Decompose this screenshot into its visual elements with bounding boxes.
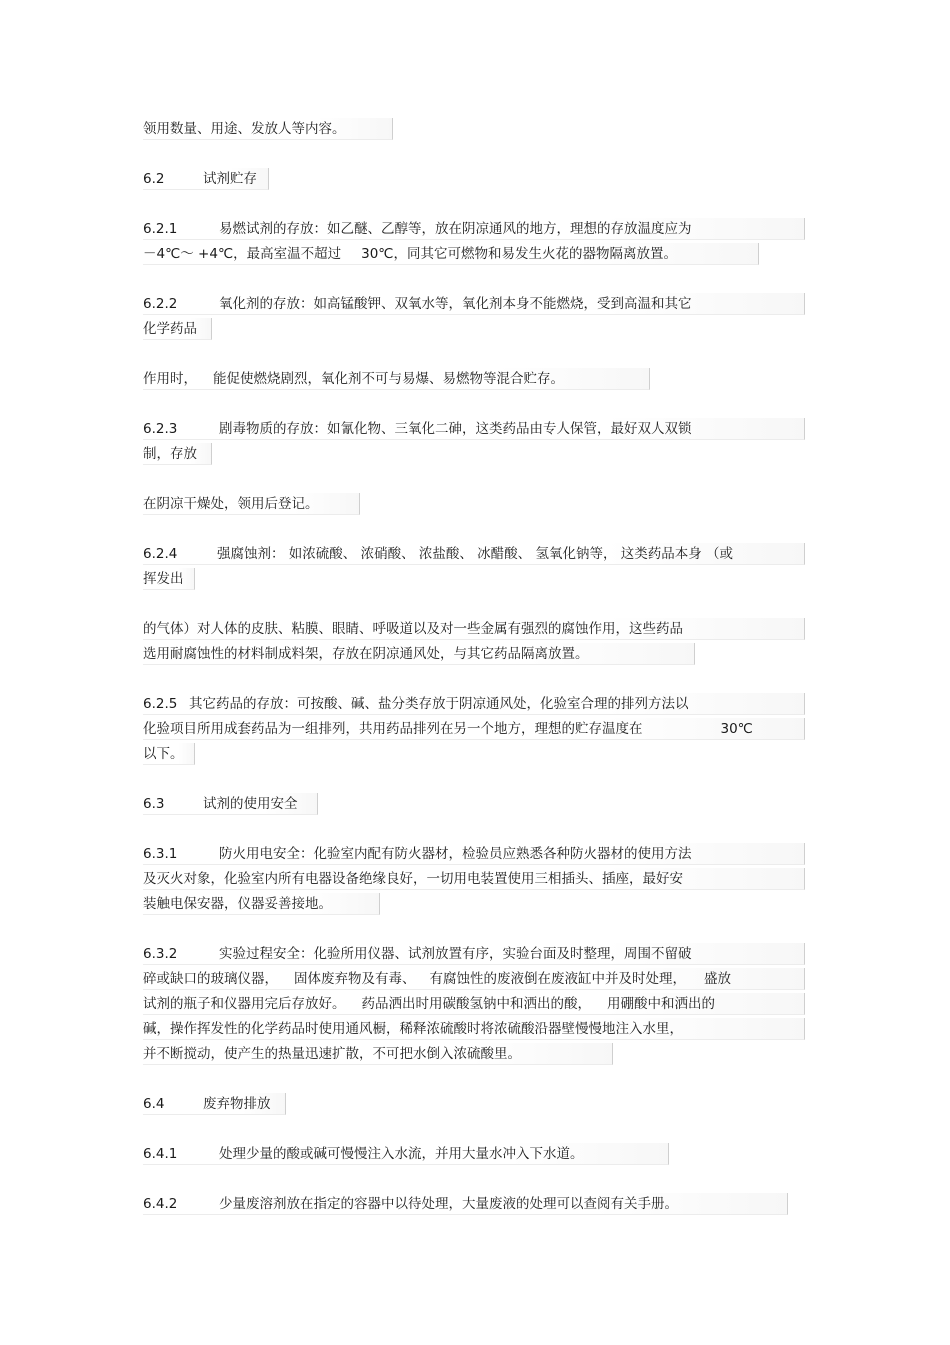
section-heading [143, 793, 318, 815]
line-text: 的气体）对人体的皮肤、粘膜、眼睛、呼吸道以及对一些金属有强烈的腐蚀作用，这些药品 [143, 621, 683, 637]
section-title: 试剂的使用安全 [203, 796, 298, 812]
text-line [143, 968, 805, 990]
line-text: 在阴凉干燥处，领用后登记。 [143, 496, 319, 512]
line-text: 其它药品的存放：可按酸、碱、盐分类存放于阴凉通风处，化验室合理的排列方法以 [189, 696, 689, 712]
line-text-tail: 能促使燃烧剧烈，氧化剂不可与易爆、易燃物等混合贮存。 [213, 371, 564, 387]
line-text: －4℃～ +4℃，最高室温不超过 [143, 246, 342, 262]
text-line [143, 243, 759, 265]
section-number: 6.2 [143, 171, 165, 187]
clause-number: 6.3.1 [143, 846, 178, 862]
text-line [143, 943, 805, 965]
line-text-tail: 有腐蚀性的废液倒在废液缸中并及时处理， [429, 971, 686, 987]
clause-number: 6.2.1 [143, 221, 178, 237]
text-line [143, 868, 805, 890]
line-text-tail: 用硼酸中和洒出的 [607, 996, 715, 1012]
line-text-tail: 药品洒出时用碳酸氢钠中和洒出的酸， [361, 996, 591, 1012]
section-number: 6.4 [143, 1096, 165, 1112]
clause-number: 6.2.2 [143, 296, 178, 312]
line-text: 防火用电安全：化验室内配有防火器材，检验员应熟悉各种防火器材的使用方法 [219, 846, 692, 862]
line-text: 化验项目所用成套药品为一组排列，共用药品排列在另一个地方，理想的贮存温度在 [143, 721, 643, 737]
line-text: 领用数量、用途、发放人等内容。 [143, 121, 346, 137]
clause-number: 6.4.1 [143, 1146, 178, 1162]
line-text: 少量废溶剂放在指定的容器中以待处理，大量废液的处理可以查阅有关手册。 [219, 1196, 678, 1212]
line-text: 氧化剂的存放：如高锰酸钾、双氧水等，氧化剂本身不能燃烧，受到高温和其它 [219, 296, 692, 312]
line-text: 剧毒物质的存放：如氰化物、三氧化二砷，这类药品由专人保管，最好双人双锁 [219, 421, 692, 437]
section-title: 废弃物排放 [203, 1096, 271, 1112]
line-text: 制，存放 [143, 446, 197, 462]
text-line [143, 893, 380, 915]
text-line [143, 443, 212, 465]
text-line [143, 993, 805, 1015]
text-line [143, 218, 805, 240]
clause-number: 6.2.3 [143, 421, 178, 437]
text-line [143, 118, 393, 140]
text-line [143, 568, 195, 590]
line-text: 处理少量的酸或碱可慢慢注入水流，并用大量水冲入下水道。 [219, 1146, 584, 1162]
section-number: 6.3 [143, 796, 165, 812]
text-line [143, 493, 360, 515]
line-text: 作用时， [143, 371, 197, 387]
section-heading [143, 168, 269, 190]
text-line [143, 418, 805, 440]
clause-number: 6.4.2 [143, 1196, 178, 1212]
line-text: 碎或缺口的玻璃仪器， [143, 971, 278, 987]
line-text: 及灭火对象，化验室内所有电器设备绝缘良好，一切用电装置使用三相插头、插座，最好安 [143, 871, 683, 887]
text-line [143, 718, 805, 740]
section-heading [143, 1093, 286, 1115]
text-line [143, 293, 805, 315]
line-text-tail: 30℃，同其它可燃物和易发生火花的器物隔离放置。 [361, 246, 677, 262]
clause-number: 6.2.5 [143, 696, 178, 712]
line-text: 试剂的瓶子和仪器用完后存放好。 [143, 996, 346, 1012]
line-text: 碱，操作挥发性的化学药品时使用通风橱，稀释浓硫酸时将浓硫酸沿器壁慢慢地注入水里， [143, 1021, 683, 1037]
line-text: 装触电保安器，仪器妥善接地。 [143, 896, 332, 912]
clause-number: 6.3.2 [143, 946, 178, 962]
text-line [143, 1018, 805, 1040]
section-title: 试剂贮存 [203, 171, 257, 187]
text-line [143, 1043, 613, 1065]
line-text: 易燃试剂的存放：如乙醚、乙醇等，放在阴凉通风的地方，理想的存放温度应为 [219, 221, 692, 237]
text-line [143, 318, 212, 340]
line-text-tail: 30℃ [720, 721, 753, 737]
line-text: 以下。 [143, 746, 184, 762]
text-line [143, 368, 650, 390]
line-text: 化学药品 [143, 321, 197, 337]
text-line [143, 1143, 669, 1165]
line-text: 强腐蚀剂： 如浓硫酸、 浓硝酸、 浓盐酸、 冰醋酸、 氢氧化钠等， 这类药品本身 （或 [217, 546, 734, 562]
text-line [143, 1193, 788, 1215]
text-line [143, 843, 805, 865]
line-text: 并不断搅动，使产生的热量迅速扩散，不可把水倒入浓硫酸里。 [143, 1046, 521, 1062]
text-line [143, 693, 805, 715]
text-line [143, 618, 805, 640]
line-text: 挥发出 [143, 571, 184, 587]
text-line [143, 543, 805, 565]
line-text: 实验过程安全：化验所用仪器、试剂放置有序，实验台面及时整理，周围不留破 [219, 946, 692, 962]
text-line [143, 743, 195, 765]
line-text-tail: 盛放 [704, 971, 731, 987]
clause-number: 6.2.4 [143, 546, 178, 562]
line-text: 选用耐腐蚀性的材料制成料架，存放在阴凉通风处，与其它药品隔离放置。 [143, 646, 589, 662]
line-text-tail: 固体废弃物及有毒、 [294, 971, 416, 987]
text-line [143, 643, 695, 665]
